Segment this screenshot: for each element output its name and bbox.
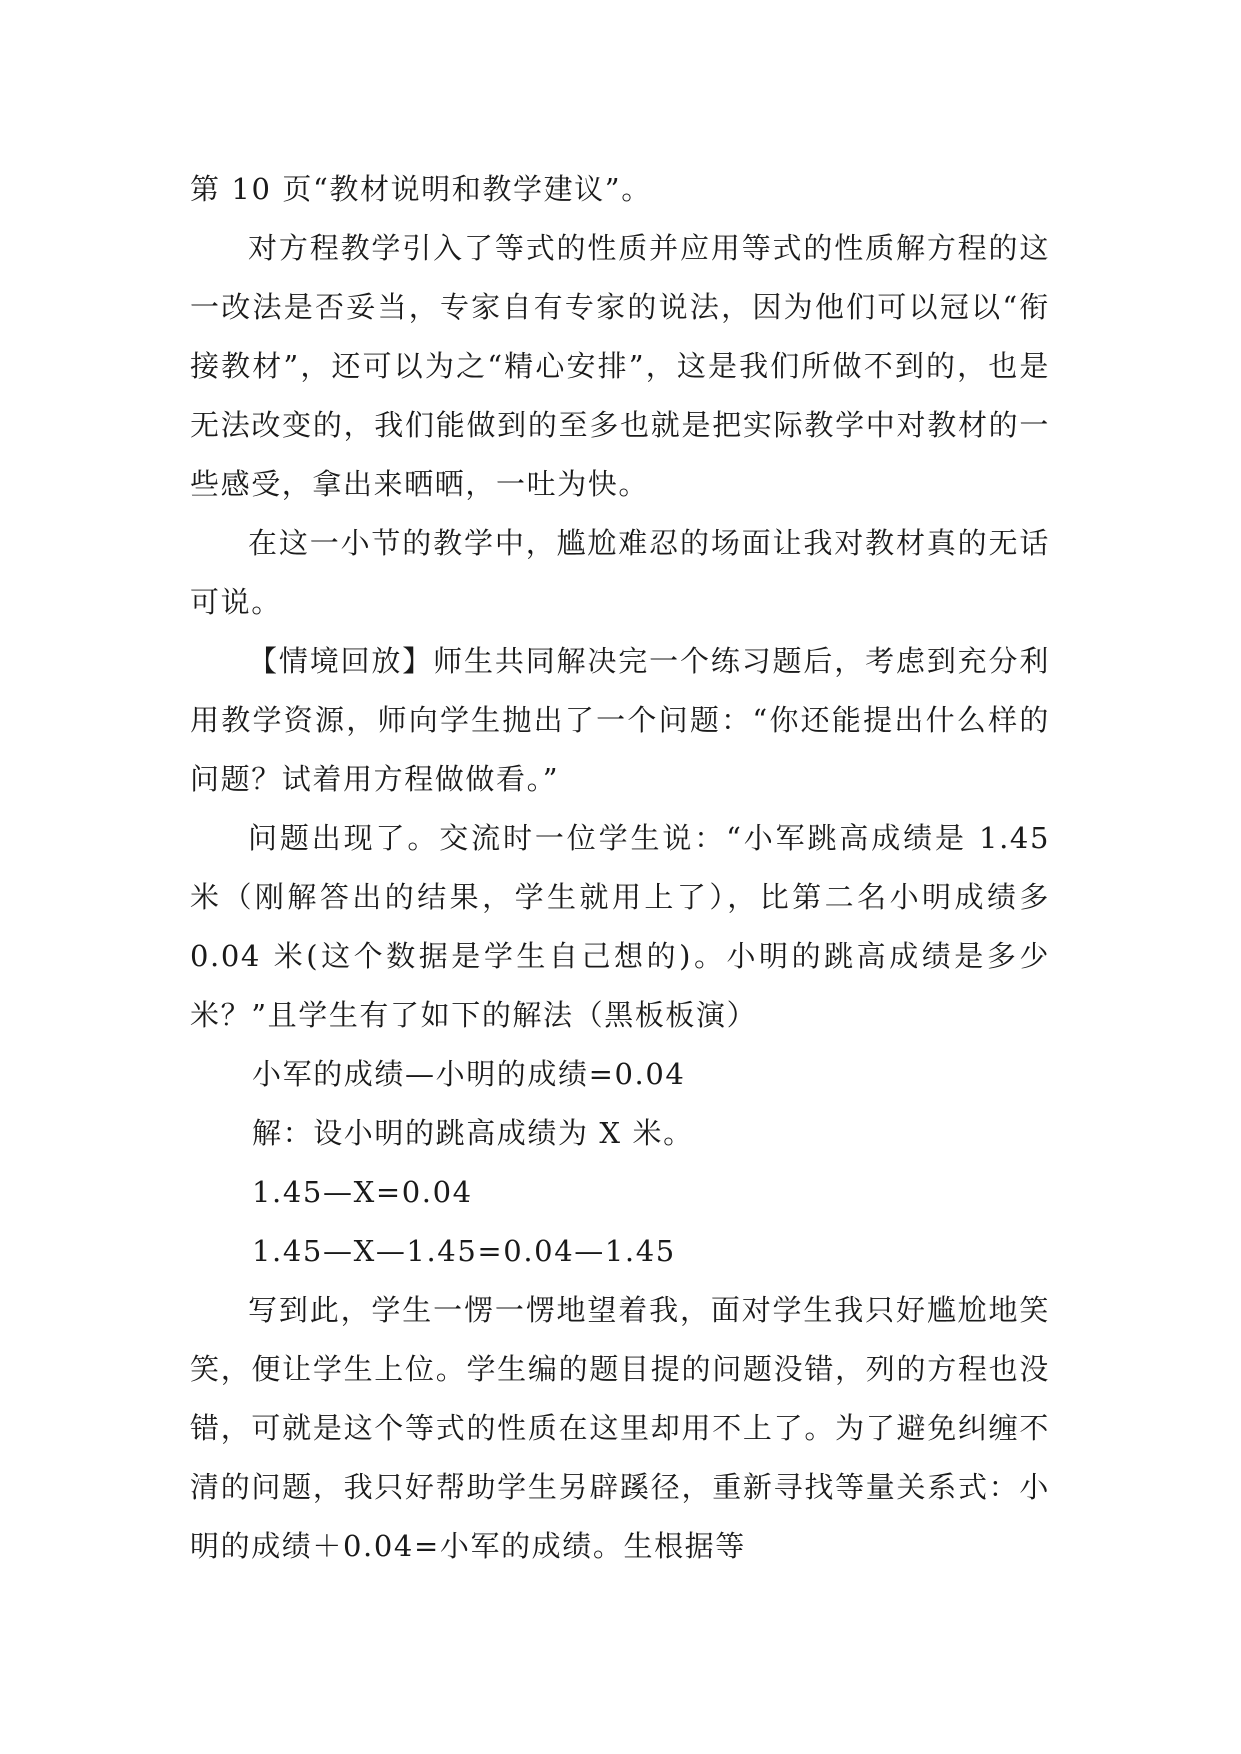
paragraph-student-problem: 问题出现了。交流时一位学生说：“小军跳高成绩是 1.45 米（刚解答出的结果，学生就用上了），比第二名小明成绩多 0.04 米(这个数据是学生自己想的)。小明的跳高成绩是多少米？”且学生有了如下的解法（黑板板演） [190, 821, 1050, 1032]
formula-relation: 小军的成绩—小明的成绩=0.04 [252, 1057, 686, 1091]
paragraph-reference: 第 10 页“教材说明和教学建议”。 [190, 172, 652, 206]
paragraph-scenario-replay: 【情境回放】师生共同解决完一个练习题后，考虑到充分利用教学资源，师向学生抛出了一个问题：“你还能提出什么样的问题？试着用方程做做看。” [190, 644, 1050, 796]
formula-let: 解：设小明的跳高成绩为 X 米。 [252, 1116, 694, 1150]
paragraph-awkward-scene: 在这一小节的教学中，尴尬难忍的场面让我对教材真的无话可说。 [190, 526, 1050, 619]
body-text [190, 160, 1050, 1576]
formula-equation: 1.45—X=0.04 [252, 1175, 473, 1209]
formula-step: 1.45—X—1.45=0.04—1.45 [252, 1234, 676, 1268]
paragraph-closing: 写到此，学生一愣一愣地望着我，面对学生我只好尴尬地笑笑，便让学生上位。学生编的题目提的问题没错，列的方程也没错，可就是这个等式的性质在这里却用不上了。为了避免纠缠不清的问题，我只好帮助学生另辟蹊径，重新寻找等量关系式：小明的成绩＋0.04=小军的成绩。生根据等 [190, 1293, 1050, 1563]
paragraph-opinion: 对方程教学引入了等式的性质并应用等式的性质解方程的这一改法是否妥当，专家自有专家的说法，因为他们可以冠以“衔接教材”，还可以为之“精心安排”，这是我们所做不到的，也是无法改变的，我们能做到的至多也就是把实际教学中对教材的一些感受，拿出来晒晒，一吐为快。 [190, 231, 1050, 501]
